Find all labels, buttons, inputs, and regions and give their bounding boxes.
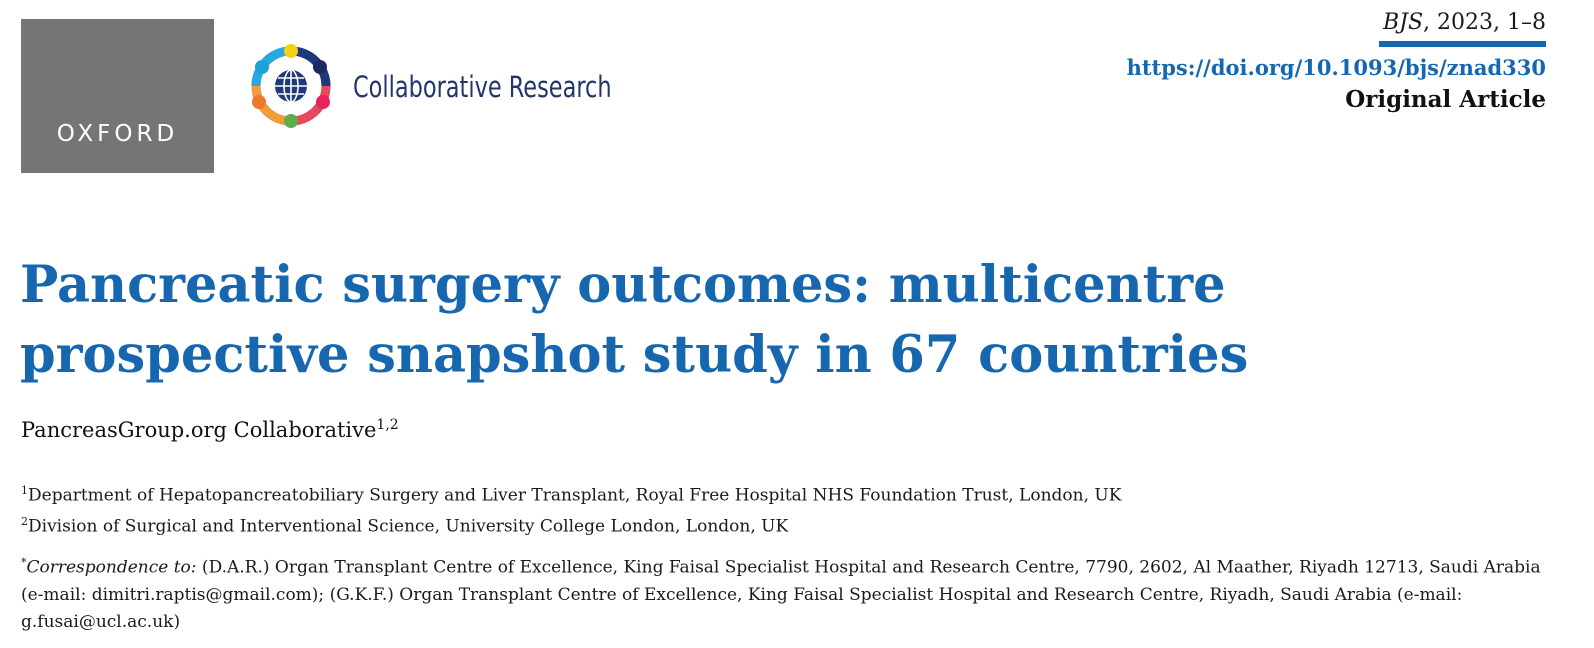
article-meta bbox=[1127, 10, 1546, 113]
author-affiliation-refs: 1,2 bbox=[376, 417, 399, 433]
correspondence-marker: * bbox=[21, 556, 27, 569]
oxford-logo-text: OXFORD bbox=[56, 121, 179, 147]
collaborative-research-label: Collaborative Research bbox=[353, 70, 612, 104]
author-group: PancreasGroup.org Collaborative bbox=[21, 418, 377, 442]
citation-year-pages: , 2023, 1–8 bbox=[1423, 10, 1546, 35]
author-line bbox=[21, 417, 399, 442]
affiliation-marker: 1 bbox=[21, 484, 28, 497]
collaborative-research-globe-icon bbox=[247, 42, 335, 130]
affiliations-list bbox=[21, 478, 1121, 539]
affiliation-text: Department of Hepatopancreatobiliary Surgery and Liver Transplant, Royal Free Hospital NHS Foundation Trust, London, UK bbox=[28, 485, 1122, 506]
journal-citation bbox=[1379, 10, 1546, 47]
article-title: Pancreatic surgery outcomes: multicentre prospective snapshot study in 67 countries bbox=[20, 255, 1249, 385]
affiliation-item bbox=[21, 509, 1121, 540]
doi-link[interactable]: https://doi.org/10.1093/bjs/znad330 bbox=[1126, 55, 1546, 80]
affiliation-marker: 2 bbox=[21, 514, 28, 528]
affiliation-item bbox=[21, 478, 1121, 509]
correspondence-note bbox=[21, 549, 1561, 636]
correspondence-label: Correspondence to: bbox=[26, 557, 197, 578]
article-type-label: Original Article bbox=[1345, 86, 1546, 113]
affiliation-text: Division of Surgical and Interventional Science, University College London, London, UK bbox=[28, 516, 789, 537]
journal-abbreviation: BJS bbox=[1382, 10, 1424, 35]
oxford-logo bbox=[21, 19, 214, 173]
correspondence-text: (D.A.R.) Organ Transplant Centre of Excellence, King Faisal Specialist Hospital and Research Centre, 7790, 2602, Al Maather, Riyadh 12713, Saudi Arabia (e-mail: dimitri.raptis@gmail.com); (G.K.F.) Organ Transplant Centre of Excellence, King Faisal Specialist Hospital and Research Centre, Riyadh, Saudi Arabia (e-mail: g.fusai@ucl.ac.uk) bbox=[21, 557, 1541, 632]
